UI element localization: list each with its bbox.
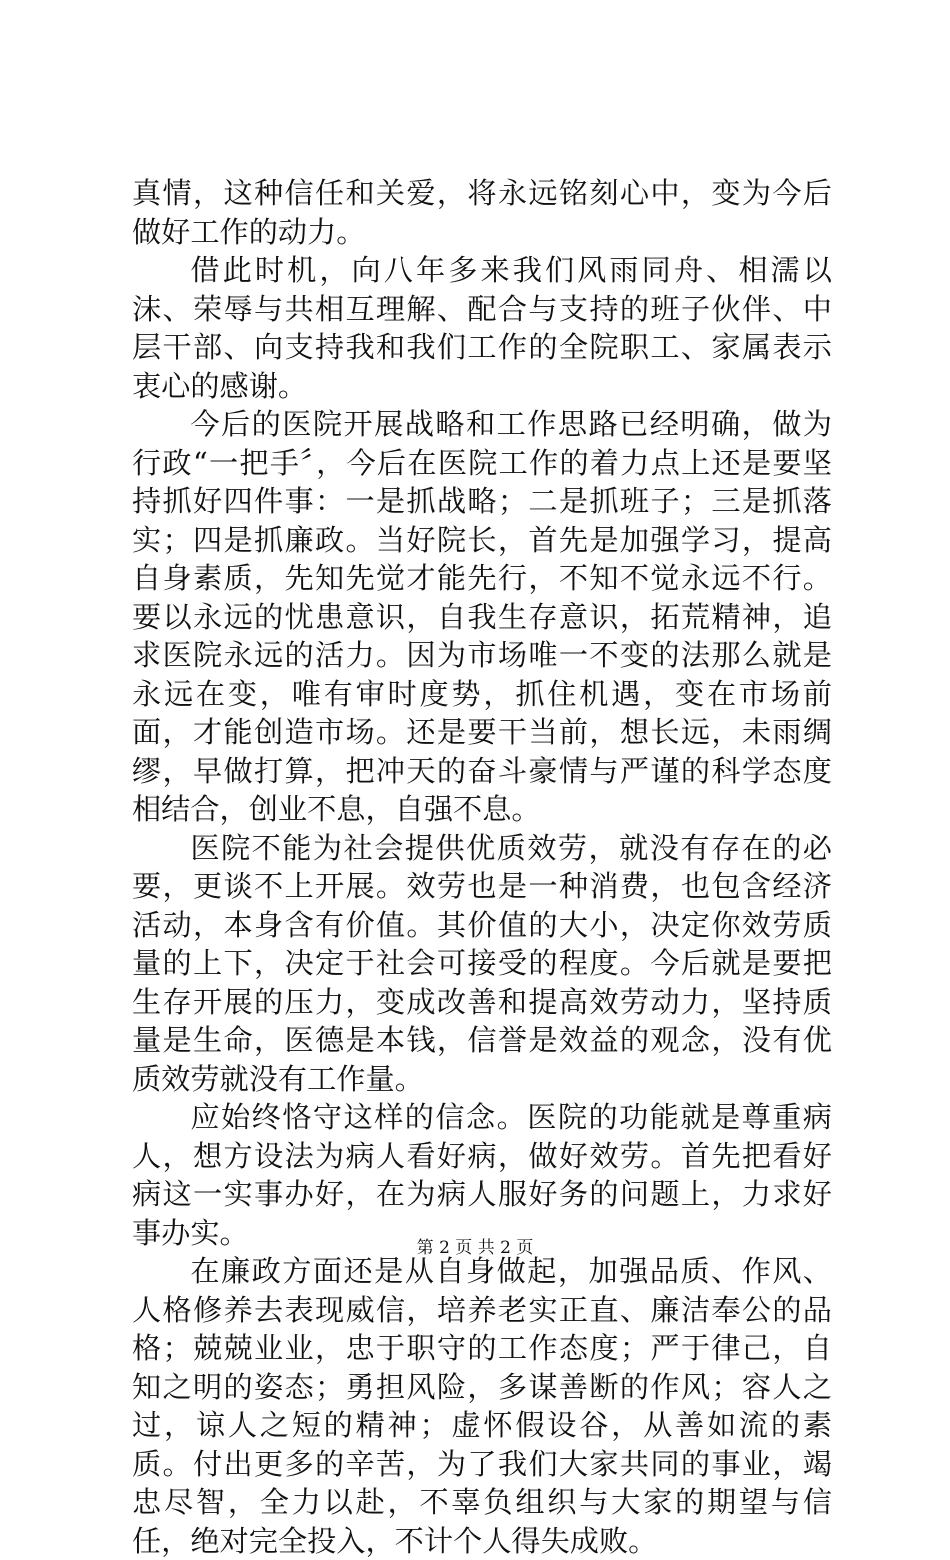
paragraph-thanks: 借此时机，向八年多来我们风雨同舟、相濡以沫、荣辱与共相互理解、配合与支持的班子伙伴、中层干部、向支持我和我们工作的全院职工、家属表示衷心的感谢。 (132, 253, 832, 403)
page-number-footer: 第 2 页 共 2 页 (416, 1238, 534, 1258)
document-body (132, 174, 832, 1560)
paragraph-belief: 应始终恪守这样的信念。医院的功能就是尊重病人，想方设法为病人看好病，做好效劳。首先把看好病这一实事办好，在为病人服好务的问题上，力求好事办实。 (132, 1100, 832, 1250)
paragraph-continuation: 真情，这种信任和关爱，将永远铭刻心中，变为今后做好工作的动力。 (132, 176, 832, 249)
paragraph-service: 医院不能为社会提供优质效劳，就没有存在的必要，更谈不上开展。效劳也是一种消费，也包含经济活动，本身含有价值。其价值的大小，决定你效劳质量的上下，决定于社会可接受的程度。今后就是要把生存开展的压力，变成改善和提高效劳动力，坚持质量是生命，医德是本钱，信誉是效益的观念，没有优质效劳就没有工作量。 (132, 830, 832, 1096)
paragraph-integrity: 在廉政方面还是从自身做起，加强品质、作风、人格修养去表现威信，培养老实正直、廉洁奉公的品格；兢兢业业，忠于职守的工作态度；严于律己，自知之明的姿态；勇担风险，多谋善断的作风；容人之过，谅人之短的精神；虚怀假设谷，从善如流的素质。付出更多的辛苦，为了我们大家共同的事业，竭忠尽智，全力以赴，不辜负组织与大家的期望与信任，绝对完全投入，不计个人得失成败。 (132, 1254, 832, 1558)
paragraph-strategy: 今后的医院开展战略和工作思路已经明确，做为行政“一把手〞，今后在医院工作的着力点上还是要坚持抓好四件事：一是抓战略；二是抓班子；三是抓落实；四是抓廉政。当好院长，首先是加强学习，提高自身素质，先知先觉才能先行，不知不觉永远不行。要以永远的忧患意识，自我生存意识，拓荒精神，追求医院永远的活力。因为市场唯一不变的法那么就是永远在变，唯有审时度势，抓住机遇，变在市场前面，才能创造市场。还是要干当前，想长远，未雨绸缪，早做打算，把冲天的奋斗豪情与严谨的科学态度相结合，创业不息，自强不息。 (132, 407, 832, 826)
